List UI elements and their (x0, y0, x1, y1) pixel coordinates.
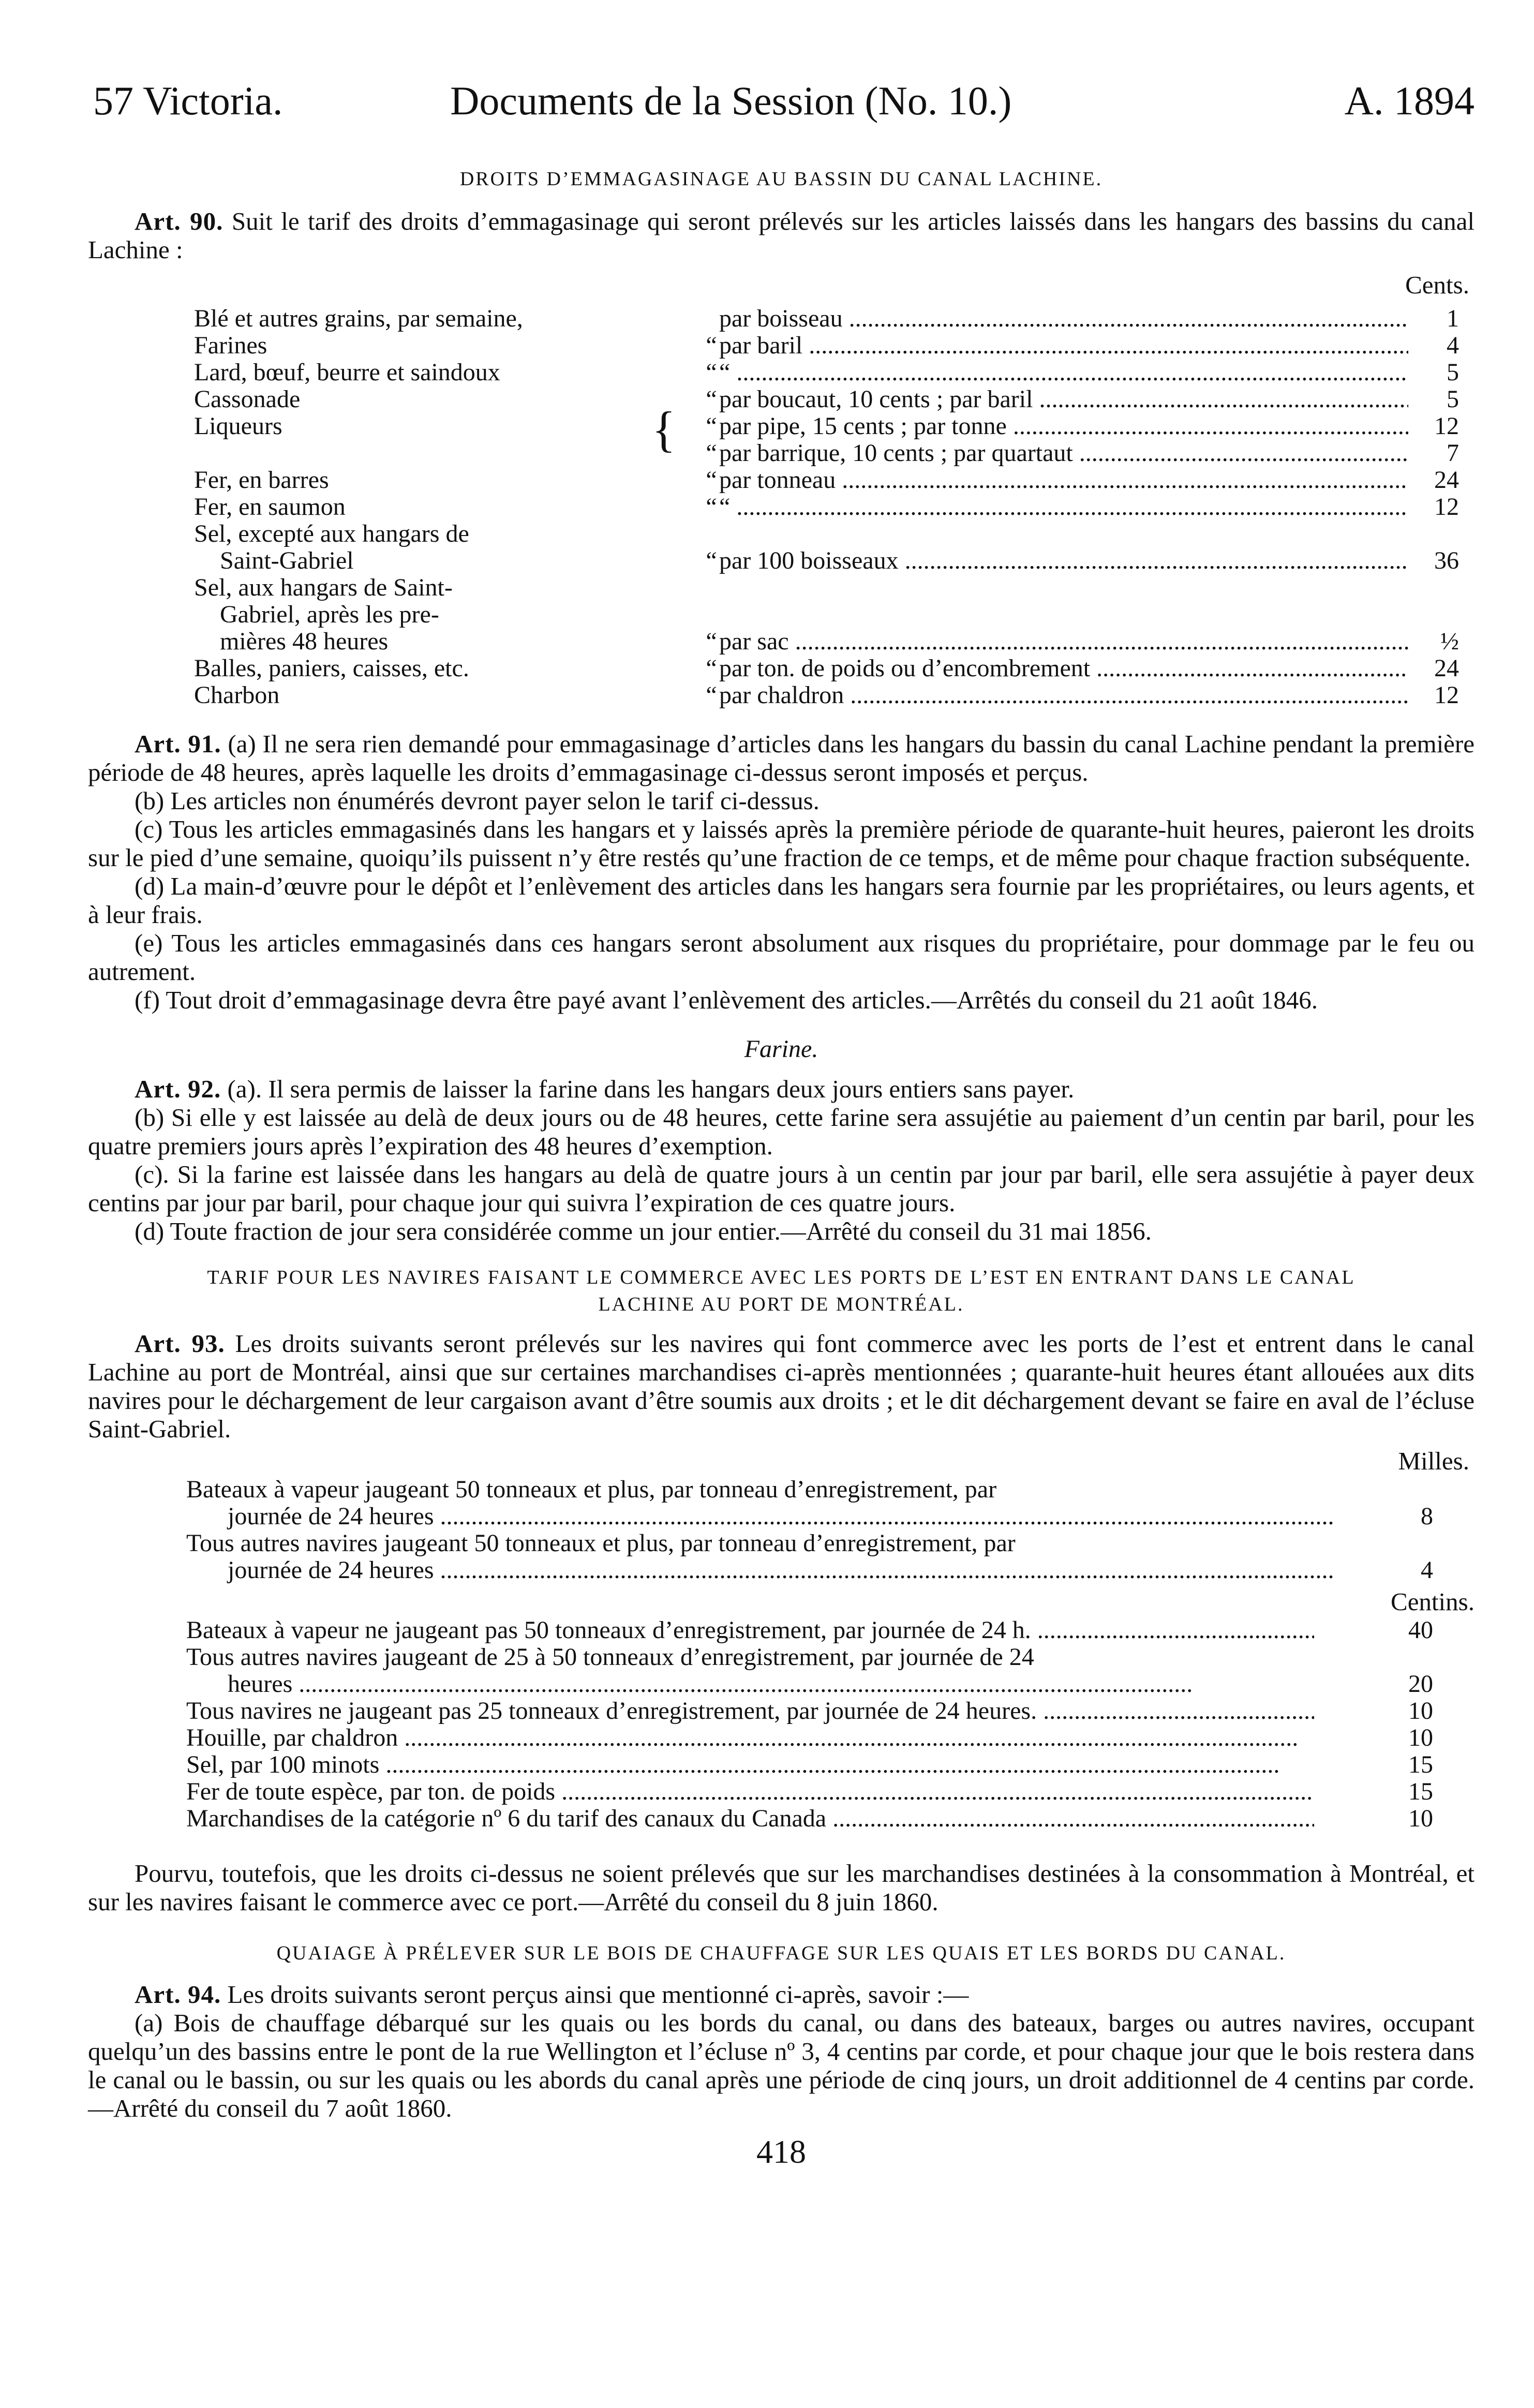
tariff-row (88, 467, 1475, 494)
tariff-row (88, 413, 1475, 440)
ship-tariff-lead: heures ..... (88, 1671, 1356, 1698)
tariff-value: 36 (1408, 547, 1459, 574)
tariff-ditto: “ (706, 385, 717, 413)
tariff-row (88, 628, 1475, 655)
section-title-wharfage: QUAIAGE À PRÉLEVER SUR LE BOIS DE CHAUFFAGE SUR LES QUAIS ET LES BORDS DU CANAL. (276, 1942, 1286, 1964)
ship-tariff-value: 8 (1376, 1503, 1433, 1530)
ship-tariff-row (88, 1725, 1475, 1751)
tariff-row (88, 386, 1475, 413)
tariff-row (88, 494, 1475, 521)
cents-column-header: Cents. (1405, 271, 1469, 299)
ship-tariff-row (88, 1530, 1475, 1584)
ship-tariff-lead: Bateaux à vapeur ne jaugeant pas 50 tonneaux d’enregistrement, par journée de 24 h. ..... (88, 1617, 1314, 1644)
tariff-item: Blé et autres grains, par semaine, (194, 305, 523, 332)
ship-tariff-lead: Tous navires ne jaugeant pas 25 tonneaux d’enregistrement, par journée de 24 heures. ..... (88, 1698, 1314, 1725)
ship-tariff-value: 10 (1376, 1698, 1433, 1725)
ship-tariff-lead: journée de 24 heures ..... (88, 1557, 1356, 1584)
ship-tariff-value: 4 (1376, 1557, 1433, 1584)
section-title-ships (88, 1264, 1475, 1318)
article-92-number: Art. 92. (135, 1075, 221, 1103)
ship-tariff-value: 10 (1376, 1805, 1433, 1832)
tariff-item: Saint-Gabriel (220, 547, 354, 574)
tariff-item: Farines (194, 332, 267, 359)
tariff-item: Charbon (194, 681, 280, 709)
article-92-d: (d) Toute fraction de jour sera considérée comme un jour entier.—Arrêté du conseil du 31 mai 1856. (135, 1217, 1152, 1245)
ship-tariff-lead: Fer de toute espèce, par ton. de poids ..... (88, 1778, 1314, 1805)
tariff-value: ½ (1408, 628, 1459, 655)
article-92-a (88, 1075, 1475, 1103)
tariff-value: 12 (1408, 682, 1459, 709)
milles-column-header: Milles. (1398, 1447, 1469, 1475)
tariff-row (88, 521, 1475, 547)
tariff-ditto: “ (706, 466, 717, 494)
tariff-ditto: “ (706, 412, 717, 440)
tariff-ditto: “ (706, 332, 717, 359)
article-93-number: Art. 93. (135, 1329, 225, 1358)
tariff-ditto: “ (706, 628, 717, 655)
ship-tariff-row (88, 1698, 1475, 1725)
centins-tariff-table (88, 1617, 1475, 1832)
article-90-text: Suit le tarif des droits d’emmagasinage qui seront prélevés sur les articles laissés dans les hangars des bassins du canal Lachine : (88, 207, 1475, 264)
section-title-storage: DROITS D’EMMAGASINAGE AU BASSIN DU CANAL LACHINE. (459, 168, 1103, 190)
ship-tariff-lead: Sel, par 100 minots ..... (88, 1751, 1314, 1778)
tariff-row (88, 655, 1475, 682)
tariff-value: 1 (1408, 305, 1459, 332)
tariff-value: 24 (1408, 655, 1459, 682)
brace-liqueurs: { (652, 402, 676, 457)
tariff-value: 24 (1408, 467, 1459, 494)
tariff-row (88, 305, 1475, 332)
tariff-row (88, 359, 1475, 386)
ship-tariff-value: 20 (1376, 1671, 1433, 1698)
tariff-rate: par chaldron ..... (719, 682, 1443, 709)
article-91-a (88, 730, 1475, 786)
section-title-flour: Farine. (744, 1035, 818, 1063)
tariff-ditto: “ (706, 655, 717, 682)
ship-tariff-row (88, 1476, 1475, 1530)
tariff-item: Fer, en barres (194, 466, 329, 494)
ship-tariff-value: 15 (1376, 1751, 1433, 1778)
ship-tariff-row (88, 1617, 1475, 1644)
article-92 (88, 1075, 1475, 1245)
tariff-row (88, 332, 1475, 359)
tariff-item: Liqueurs (194, 412, 282, 440)
article-92-c: (c). Si la farine est laissée dans les hangars au delà de quatre jours à un centin par jour par baril, elle sera assujétie à payer deux centins par jour par baril, pour chaque jour qui suivra l’expiration de ces quatre jours. (88, 1160, 1475, 1217)
ship-tariff-row (88, 1751, 1475, 1778)
ship-tariff-lead: journée de 24 heures ..... (88, 1503, 1356, 1530)
tariff-value: 4 (1408, 332, 1459, 359)
section-title-ships-line1: TARIF POUR LES NAVIRES FAISANT LE COMMERCE AVEC LES PORTS DE L’EST EN ENTRANT DANS LE CANAL (207, 1267, 1356, 1288)
ship-tariff-row (88, 1805, 1475, 1832)
tariff-rate: par pipe, 15 cents ; par tonne ..... (719, 413, 1443, 440)
article-92-b: (b) Si elle y est laissée au delà de deux jours ou de 48 heures, cette farine sera assujétie au paiement d’un centin par baril, pour les quatre premiers jours après l’expiration des 48 heures d’exemption. (88, 1103, 1475, 1160)
tariff-item: mières 48 heures (220, 628, 389, 655)
running-header (88, 72, 1475, 129)
article-91-number: Art. 91. (135, 730, 221, 758)
article-93 (88, 1329, 1475, 1443)
page-number: 418 (756, 2133, 806, 2170)
ship-tariff-text: Tous autres navires jaugeant de 25 à 50 tonneaux d’enregistrement, par journée de 24 (186, 1643, 1034, 1671)
tariff-value: 5 (1408, 386, 1459, 413)
tariff-item: Sel, aux hangars de Saint- (194, 574, 453, 601)
article-94 (88, 1980, 1475, 2009)
article-91-c: (c) Tous les articles emmagasinés dans les hangars et y laissés après la première période de quarante-huit heures, paieront les droits sur le pied d’une semaine, quoiqu’ils puissent n’y être restés qu’une fraction de ce temps, et de même pour chaque fraction subséquente. (88, 815, 1475, 872)
tariff-item: Sel, excepté aux hangars de (194, 520, 469, 547)
document-page (88, 72, 1475, 2171)
tariff-row (88, 682, 1475, 709)
tariff-rate: par boucaut, 10 cents ; par baril ..... (719, 386, 1443, 413)
centins-column-header: Centins. (1391, 1587, 1475, 1616)
tariff-rate: “ ..... (719, 494, 1443, 521)
tariff-row (88, 574, 1475, 601)
article-91-b: (b) Les articles non énumérés devront payer selon le tarif ci-dessus. (135, 786, 820, 815)
tariff-rate: “ ..... (719, 359, 1443, 386)
article-93-text: Les droits suivants seront prélevés sur les navires qui font commerce avec les ports de l’est et entrent dans le canal Lachine au port de Montréal, ainsi que sur certaines marchandises ci-après mentionnées ; quarante-huit heures étant allouées aux dits navires pour le déchargement de leur cargaison avant d’être soumis aux droits ; et le dit déchargement devant se faire en aval de l’écluse Saint-Gabriel. (88, 1329, 1475, 1443)
tariff-rate: par boisseau ..... (719, 305, 1443, 332)
tariff-value: 12 (1408, 494, 1459, 521)
tariff-ditto: “ (706, 681, 717, 709)
tariff-rate: par 100 boisseaux ..... (719, 547, 1443, 574)
tariff-item: Balles, paniers, caisses, etc. (194, 655, 469, 682)
section-title-ships-line2: LACHINE AU PORT DE MONTRÉAL. (598, 1294, 964, 1315)
ship-tariff-row (88, 1644, 1475, 1698)
tariff-value: 12 (1408, 413, 1459, 440)
article-92-a-text: (a). Il sera permis de laisser la farine dans les hangars deux jours entiers sans payer. (227, 1075, 1075, 1103)
tariff-value: 5 (1408, 359, 1459, 386)
ship-tariff-value: 15 (1376, 1778, 1433, 1805)
tariff-ditto: “ (706, 493, 717, 521)
header-year: A. 1894 (1344, 78, 1475, 123)
ship-tariff-lead: Houille, par chaldron ..... (88, 1725, 1314, 1751)
ship-tariff-value: 40 (1376, 1617, 1433, 1644)
ship-tariff-text: Bateaux à vapeur jaugeant 50 tonneaux et plus, par tonneau d’enregistrement, par (186, 1476, 997, 1503)
tariff-item: Gabriel, après les pre- (220, 601, 439, 628)
tariff-value: 7 (1408, 440, 1459, 467)
ship-tariff-lead: Marchandises de la catégorie nº 6 du tarif des canaux du Canada ..... (88, 1805, 1314, 1832)
article-94-number: Art. 94. (135, 1980, 221, 2009)
article-91 (88, 730, 1475, 1014)
article-91-e: (e) Tous les articles emmagasinés dans ces hangars seront absolument aux risques du propriétaire, pour dommage par le feu ou autrement. (88, 929, 1475, 986)
proviso-paragraph: Pourvu, toutefois, que les droits ci-dessus ne soient prélevés que sur les marchandises destinées à la consommation à Montréal, et sur les navires faisant le commerce avec ce port.—Arrêté du conseil du 8 juin 1860. (88, 1859, 1475, 1916)
article-90-number: Art. 90. (135, 207, 224, 235)
tariff-ditto: “ (706, 439, 717, 467)
header-volume: 57 Victoria. (93, 78, 283, 123)
tariff-ditto: “ (706, 359, 717, 386)
article-94-a: (a) Bois de chauffage débarqué sur les quais ou les bords du canal, ou dans des bateaux, barges ou autres navires, occupant quelqu’un des bassins entre le pont de la rue Wellington et l’écluse nº 3, 4 centins par corde, et pour chaque jour que le bois restera dans le canal ou le bassin, ou sur les quais ou les abords du canal après une période de cinq jours, un droit additionnel de 4 centins par corde.—Arrêté du conseil du 7 août 1860. (88, 2009, 1475, 2122)
tariff-ditto: “ (706, 547, 717, 574)
tariff-item: Fer, en saumon (194, 493, 346, 521)
tariff-row (88, 440, 1475, 467)
ship-tariff-text: Tous autres navires jaugeant 50 tonneaux et plus, par tonneau d’enregistrement, par (186, 1529, 1016, 1557)
header-title: Documents de la Session (No. 10.) (450, 78, 1012, 123)
tariff-rate: par barrique, 10 cents ; par quartaut ..... (719, 440, 1443, 467)
tariff-item: Cassonade (194, 385, 301, 413)
tariff-rate: par sac ..... (719, 628, 1443, 655)
tariff-row (88, 547, 1475, 574)
storage-tariff-table (88, 305, 1475, 709)
article-90 (88, 207, 1475, 264)
article-91-a-text: (a) Il ne sera rien demandé pour emmagasinage d’articles dans les hangars du bassin du canal Lachine pendant la première période de 48 heures, après laquelle les droits d’emmagasinage ci-dessus seront imposés et perçus. (88, 730, 1475, 786)
article-94-intro: Les droits suivants seront perçus ainsi que mentionné ci-après, savoir :— (227, 1980, 969, 2009)
article-91-f: (f) Tout droit d’emmagasinage devra être payé avant l’enlèvement des articles.—Arrêtés du conseil du 21 août 1846. (135, 986, 1318, 1014)
ship-tariff-value: 10 (1376, 1725, 1433, 1751)
milles-tariff-table (88, 1476, 1475, 1584)
tariff-rate: par ton. de poids ou d’encombrement ..... (719, 655, 1443, 682)
tariff-row (88, 601, 1475, 628)
article-91-d: (d) La main-d’œuvre pour le dépôt et l’enlèvement des articles dans les hangars sera fournie par les propriétaires, ou leurs agents, et à leur frais. (88, 872, 1475, 929)
tariff-item: Lard, bœuf, beurre et saindoux (194, 359, 500, 386)
tariff-rate: par tonneau ..... (719, 467, 1443, 494)
ship-tariff-row (88, 1778, 1475, 1805)
tariff-rate: par baril ..... (719, 332, 1443, 359)
